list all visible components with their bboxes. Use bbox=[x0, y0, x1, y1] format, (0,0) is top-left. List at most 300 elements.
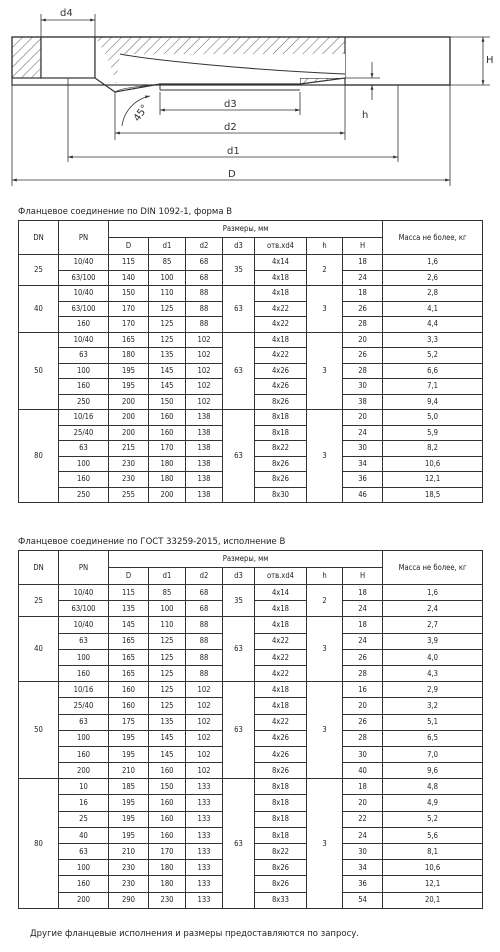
cell-d2: 133 bbox=[186, 795, 223, 811]
cell-pn: 16 bbox=[59, 795, 109, 811]
dim-label-d4: d4 bbox=[60, 8, 73, 19]
cell-H: 18 bbox=[343, 617, 383, 633]
cell-H: 34 bbox=[343, 456, 383, 472]
cell-d1: 125 bbox=[149, 682, 186, 698]
cell-pn: 160 bbox=[59, 317, 109, 333]
cell-d1: 145 bbox=[149, 746, 186, 762]
cell-dn: 40 bbox=[19, 617, 59, 682]
cell-holes: 8х26 bbox=[255, 394, 307, 410]
cell-d2: 68 bbox=[186, 585, 223, 601]
cell-d2: 88 bbox=[186, 649, 223, 665]
cell-holes: 4х18 bbox=[255, 270, 307, 286]
cell-dn: 80 bbox=[19, 779, 59, 909]
header-D: D bbox=[109, 238, 149, 255]
cell-d1: 135 bbox=[149, 714, 186, 730]
cell-d3: 63 bbox=[223, 779, 255, 909]
cell-d2: 133 bbox=[186, 844, 223, 860]
cell-d2: 138 bbox=[186, 410, 223, 426]
cell-d1: 160 bbox=[149, 795, 186, 811]
cell-holes: 8х26 bbox=[255, 876, 307, 892]
header-d3: d3 bbox=[223, 238, 255, 255]
cell-d2: 102 bbox=[186, 394, 223, 410]
cell-D: 255 bbox=[109, 487, 149, 503]
header-mass: Масса не более, кг bbox=[383, 221, 483, 255]
cell-H: 28 bbox=[343, 730, 383, 746]
header-pn: PN bbox=[59, 551, 109, 585]
cell-D: 290 bbox=[109, 892, 149, 908]
cell-pn: 100 bbox=[59, 456, 109, 472]
cell-H: 26 bbox=[343, 714, 383, 730]
cell-pn: 10/16 bbox=[59, 682, 109, 698]
cell-mass: 3,2 bbox=[383, 698, 483, 714]
cell-mass: 10,6 bbox=[383, 456, 483, 472]
cell-mass: 2,7 bbox=[383, 617, 483, 633]
cell-mass: 2,9 bbox=[383, 682, 483, 698]
cell-d2: 102 bbox=[186, 363, 223, 379]
cell-mass: 1,6 bbox=[383, 255, 483, 271]
cell-holes: 8х18 bbox=[255, 811, 307, 827]
cell-H: 30 bbox=[343, 379, 383, 395]
cell-holes: 8х26 bbox=[255, 472, 307, 488]
cell-d1: 170 bbox=[149, 441, 186, 457]
table-row bbox=[19, 682, 483, 698]
cell-pn: 100 bbox=[59, 860, 109, 876]
cell-pn: 63 bbox=[59, 441, 109, 457]
dim-label-H: H bbox=[486, 55, 494, 66]
cell-d1: 110 bbox=[149, 617, 186, 633]
cell-mass: 2,8 bbox=[383, 286, 483, 302]
cell-h: 3 bbox=[307, 410, 343, 503]
cell-d1: 145 bbox=[149, 379, 186, 395]
cell-D: 200 bbox=[109, 410, 149, 426]
cell-d2: 138 bbox=[186, 472, 223, 488]
cell-H: 28 bbox=[343, 317, 383, 333]
cell-D: 165 bbox=[109, 332, 149, 348]
flange-drawing bbox=[0, 0, 500, 200]
cell-d1: 125 bbox=[149, 698, 186, 714]
cell-d1: 150 bbox=[149, 779, 186, 795]
dim-label-D: D bbox=[228, 169, 236, 180]
cell-holes: 4х18 bbox=[255, 682, 307, 698]
cell-H: 18 bbox=[343, 779, 383, 795]
cell-pn: 10/40 bbox=[59, 332, 109, 348]
cell-D: 195 bbox=[109, 730, 149, 746]
cell-holes: 4х22 bbox=[255, 348, 307, 364]
cell-H: 24 bbox=[343, 270, 383, 286]
cell-dn: 50 bbox=[19, 332, 59, 410]
cell-pn: 10/40 bbox=[59, 617, 109, 633]
cell-holes: 8х26 bbox=[255, 860, 307, 876]
cell-D: 165 bbox=[109, 649, 149, 665]
cell-d1: 125 bbox=[149, 317, 186, 333]
cell-mass: 5,0 bbox=[383, 410, 483, 426]
cell-d2: 138 bbox=[186, 441, 223, 457]
cell-mass: 4,3 bbox=[383, 665, 483, 681]
cell-d2: 102 bbox=[186, 763, 223, 779]
cell-d2: 102 bbox=[186, 332, 223, 348]
header-H: H bbox=[343, 238, 383, 255]
cell-pn: 200 bbox=[59, 763, 109, 779]
cell-holes: 8х26 bbox=[255, 456, 307, 472]
cell-mass: 3,3 bbox=[383, 332, 483, 348]
header-d2: d2 bbox=[186, 238, 223, 255]
cell-H: 34 bbox=[343, 860, 383, 876]
cell-mass: 5,2 bbox=[383, 348, 483, 364]
cell-holes: 4х22 bbox=[255, 714, 307, 730]
cell-H: 18 bbox=[343, 286, 383, 302]
cell-pn: 10 bbox=[59, 779, 109, 795]
cell-d1: 110 bbox=[149, 286, 186, 302]
cell-H: 20 bbox=[343, 795, 383, 811]
cell-mass: 12,1 bbox=[383, 472, 483, 488]
cell-D: 230 bbox=[109, 860, 149, 876]
cell-pn: 63/100 bbox=[59, 270, 109, 286]
header-holes: отв.хd4 bbox=[255, 568, 307, 585]
cell-H: 20 bbox=[343, 698, 383, 714]
cell-d2: 88 bbox=[186, 665, 223, 681]
cell-D: 195 bbox=[109, 379, 149, 395]
cell-mass: 8,2 bbox=[383, 441, 483, 457]
table2-title: Фланцевое соединение по ГОСТ 33259-2015, исполнение В bbox=[18, 537, 286, 547]
cell-d2: 138 bbox=[186, 425, 223, 441]
cell-D: 200 bbox=[109, 394, 149, 410]
cell-holes: 8х18 bbox=[255, 827, 307, 843]
cell-D: 195 bbox=[109, 827, 149, 843]
cell-D: 180 bbox=[109, 348, 149, 364]
cell-d1: 180 bbox=[149, 456, 186, 472]
cell-d1: 160 bbox=[149, 410, 186, 426]
cell-pn: 63 bbox=[59, 844, 109, 860]
cell-d1: 125 bbox=[149, 332, 186, 348]
cell-d1: 150 bbox=[149, 394, 186, 410]
cell-holes: 8х26 bbox=[255, 763, 307, 779]
cell-H: 16 bbox=[343, 682, 383, 698]
cell-D: 210 bbox=[109, 844, 149, 860]
cell-d1: 125 bbox=[149, 301, 186, 317]
cell-H: 22 bbox=[343, 811, 383, 827]
cell-pn: 63 bbox=[59, 633, 109, 649]
cell-d1: 160 bbox=[149, 811, 186, 827]
cell-holes: 8х18 bbox=[255, 410, 307, 426]
footnote: Другие фланцевые исполнения и размеры предоставляются по запросу. bbox=[30, 929, 359, 939]
cell-D: 115 bbox=[109, 255, 149, 271]
cell-d2: 133 bbox=[186, 811, 223, 827]
cell-D: 230 bbox=[109, 456, 149, 472]
cell-mass: 4,1 bbox=[383, 301, 483, 317]
cell-pn: 160 bbox=[59, 746, 109, 762]
cell-H: 26 bbox=[343, 301, 383, 317]
cell-mass: 9,6 bbox=[383, 763, 483, 779]
header-d2: d2 bbox=[186, 568, 223, 585]
cell-d1: 160 bbox=[149, 763, 186, 779]
cell-h: 3 bbox=[307, 682, 343, 779]
cell-holes: 8х18 bbox=[255, 795, 307, 811]
table-row bbox=[19, 410, 483, 426]
cell-d2: 133 bbox=[186, 860, 223, 876]
cell-H: 24 bbox=[343, 633, 383, 649]
cell-H: 20 bbox=[343, 410, 383, 426]
cell-H: 40 bbox=[343, 763, 383, 779]
cell-d1: 180 bbox=[149, 472, 186, 488]
cell-d2: 88 bbox=[186, 286, 223, 302]
cell-D: 135 bbox=[109, 601, 149, 617]
cell-pn: 100 bbox=[59, 649, 109, 665]
cell-mass: 6,5 bbox=[383, 730, 483, 746]
cell-holes: 4х18 bbox=[255, 601, 307, 617]
cell-h: 2 bbox=[307, 255, 343, 286]
cell-holes: 4х22 bbox=[255, 665, 307, 681]
cell-D: 165 bbox=[109, 665, 149, 681]
cell-mass: 2,6 bbox=[383, 270, 483, 286]
cell-d2: 102 bbox=[186, 348, 223, 364]
cell-h: 3 bbox=[307, 617, 343, 682]
cell-mass: 9,4 bbox=[383, 394, 483, 410]
table-row bbox=[19, 779, 483, 795]
cell-pn: 25/40 bbox=[59, 425, 109, 441]
cell-H: 30 bbox=[343, 441, 383, 457]
cell-pn: 10/16 bbox=[59, 410, 109, 426]
cell-d1: 85 bbox=[149, 585, 186, 601]
cell-d2: 138 bbox=[186, 456, 223, 472]
cell-d2: 138 bbox=[186, 487, 223, 503]
cell-h: 3 bbox=[307, 332, 343, 410]
cell-d2: 133 bbox=[186, 827, 223, 843]
dim-label-d3: d3 bbox=[224, 99, 237, 110]
cell-H: 36 bbox=[343, 472, 383, 488]
cell-mass: 1,6 bbox=[383, 585, 483, 601]
cell-pn: 63/100 bbox=[59, 301, 109, 317]
cell-holes: 4х22 bbox=[255, 633, 307, 649]
cell-mass: 7,1 bbox=[383, 379, 483, 395]
cell-H: 24 bbox=[343, 601, 383, 617]
cell-d1: 170 bbox=[149, 844, 186, 860]
cell-holes: 4х22 bbox=[255, 301, 307, 317]
cell-pn: 10/40 bbox=[59, 255, 109, 271]
cell-H: 18 bbox=[343, 255, 383, 271]
cell-d1: 85 bbox=[149, 255, 186, 271]
cell-d1: 180 bbox=[149, 876, 186, 892]
cell-pn: 63 bbox=[59, 348, 109, 364]
cell-d1: 100 bbox=[149, 601, 186, 617]
cell-d2: 102 bbox=[186, 714, 223, 730]
cell-d1: 125 bbox=[149, 665, 186, 681]
cell-H: 20 bbox=[343, 332, 383, 348]
cell-d2: 102 bbox=[186, 730, 223, 746]
cell-mass: 18,5 bbox=[383, 487, 483, 503]
cell-H: 30 bbox=[343, 746, 383, 762]
header-h: h bbox=[307, 238, 343, 255]
cell-mass: 20,1 bbox=[383, 892, 483, 908]
table-row bbox=[19, 585, 483, 601]
cell-h: 2 bbox=[307, 585, 343, 617]
cell-holes: 8х30 bbox=[255, 487, 307, 503]
cell-holes: 4х14 bbox=[255, 585, 307, 601]
cell-holes: 4х18 bbox=[255, 617, 307, 633]
cell-d2: 133 bbox=[186, 892, 223, 908]
cell-pn: 160 bbox=[59, 876, 109, 892]
header-h: h bbox=[307, 568, 343, 585]
cell-mass: 6,6 bbox=[383, 363, 483, 379]
header-mass: Масса не более, кг bbox=[383, 551, 483, 585]
cell-D: 230 bbox=[109, 472, 149, 488]
header-pn: PN bbox=[59, 221, 109, 255]
cell-d2: 133 bbox=[186, 876, 223, 892]
cell-d2: 68 bbox=[186, 255, 223, 271]
cell-d1: 160 bbox=[149, 425, 186, 441]
header-D: D bbox=[109, 568, 149, 585]
cell-pn: 250 bbox=[59, 394, 109, 410]
cell-pn: 40 bbox=[59, 827, 109, 843]
cell-d1: 125 bbox=[149, 649, 186, 665]
cell-pn: 200 bbox=[59, 892, 109, 908]
cell-d1: 180 bbox=[149, 860, 186, 876]
cell-D: 170 bbox=[109, 301, 149, 317]
cell-holes: 8х22 bbox=[255, 844, 307, 860]
cell-pn: 250 bbox=[59, 487, 109, 503]
cell-d3: 63 bbox=[223, 286, 255, 333]
cell-D: 115 bbox=[109, 585, 149, 601]
cell-pn: 25 bbox=[59, 811, 109, 827]
cell-holes: 4х14 bbox=[255, 255, 307, 271]
table-row bbox=[19, 332, 483, 348]
cell-d2: 102 bbox=[186, 682, 223, 698]
cell-dn: 25 bbox=[19, 585, 59, 617]
cell-holes: 4х22 bbox=[255, 317, 307, 333]
cell-d2: 88 bbox=[186, 633, 223, 649]
cell-D: 140 bbox=[109, 270, 149, 286]
flange-section bbox=[12, 37, 450, 92]
cell-d1: 100 bbox=[149, 270, 186, 286]
cell-d1: 160 bbox=[149, 827, 186, 843]
cell-mass: 4,4 bbox=[383, 317, 483, 333]
cell-holes: 8х18 bbox=[255, 425, 307, 441]
cell-d2: 88 bbox=[186, 317, 223, 333]
cell-D: 185 bbox=[109, 779, 149, 795]
cell-d3: 63 bbox=[223, 617, 255, 682]
cell-mass: 4,9 bbox=[383, 795, 483, 811]
cell-mass: 4,8 bbox=[383, 779, 483, 795]
cell-pn: 100 bbox=[59, 730, 109, 746]
cell-pn: 63 bbox=[59, 714, 109, 730]
cell-pn: 10/40 bbox=[59, 286, 109, 302]
cell-holes: 4х26 bbox=[255, 363, 307, 379]
cell-d2: 133 bbox=[186, 779, 223, 795]
cell-D: 200 bbox=[109, 425, 149, 441]
cell-H: 26 bbox=[343, 649, 383, 665]
cell-H: 18 bbox=[343, 585, 383, 601]
cell-mass: 5,1 bbox=[383, 714, 483, 730]
cell-d2: 68 bbox=[186, 270, 223, 286]
cell-d2: 68 bbox=[186, 601, 223, 617]
cell-d3: 35 bbox=[223, 585, 255, 617]
cell-holes: 4х26 bbox=[255, 730, 307, 746]
cell-d2: 102 bbox=[186, 698, 223, 714]
cell-holes: 4х18 bbox=[255, 332, 307, 348]
cell-dn: 25 bbox=[19, 255, 59, 286]
cell-D: 210 bbox=[109, 763, 149, 779]
cell-d3: 35 bbox=[223, 255, 255, 286]
header-dimensions: Размеры, мм bbox=[109, 551, 383, 568]
dim-label-angle: 45° bbox=[131, 102, 151, 124]
header-d1: d1 bbox=[149, 238, 186, 255]
cell-pn: 160 bbox=[59, 665, 109, 681]
cell-mass: 3,9 bbox=[383, 633, 483, 649]
cell-D: 160 bbox=[109, 682, 149, 698]
cell-D: 195 bbox=[109, 746, 149, 762]
cell-holes: 4х18 bbox=[255, 698, 307, 714]
header-dn: DN bbox=[19, 551, 59, 585]
table1-title: Фланцевое соединение по DIN 1092-1, форма В bbox=[18, 207, 233, 217]
header-d3: d3 bbox=[223, 568, 255, 585]
cell-mass: 8,1 bbox=[383, 844, 483, 860]
table-row bbox=[19, 255, 483, 271]
cell-D: 195 bbox=[109, 795, 149, 811]
cell-H: 28 bbox=[343, 363, 383, 379]
cell-d3: 63 bbox=[223, 332, 255, 410]
cell-holes: 8х33 bbox=[255, 892, 307, 908]
cell-d1: 135 bbox=[149, 348, 186, 364]
cell-holes: 8х18 bbox=[255, 779, 307, 795]
cell-pn: 10/40 bbox=[59, 585, 109, 601]
cell-holes: 4х18 bbox=[255, 286, 307, 302]
header-holes: отв.хd4 bbox=[255, 238, 307, 255]
cell-H: 36 bbox=[343, 876, 383, 892]
header-d1: d1 bbox=[149, 568, 186, 585]
cell-holes: 4х26 bbox=[255, 746, 307, 762]
dim-label-h: h bbox=[362, 110, 369, 121]
table-row bbox=[19, 286, 483, 302]
cell-holes: 8х22 bbox=[255, 441, 307, 457]
cell-d1: 145 bbox=[149, 363, 186, 379]
cell-mass: 5,9 bbox=[383, 425, 483, 441]
cell-d3: 63 bbox=[223, 682, 255, 779]
header-dn: DN bbox=[19, 221, 59, 255]
cell-d1: 230 bbox=[149, 892, 186, 908]
cell-H: 28 bbox=[343, 665, 383, 681]
table1 bbox=[18, 220, 483, 503]
dim-label-d1: d1 bbox=[227, 146, 240, 157]
cell-d2: 88 bbox=[186, 617, 223, 633]
cell-H: 24 bbox=[343, 425, 383, 441]
cell-d1: 145 bbox=[149, 730, 186, 746]
dim-label-d2: d2 bbox=[224, 122, 237, 133]
cell-d3: 63 bbox=[223, 410, 255, 503]
cell-d2: 88 bbox=[186, 301, 223, 317]
cell-D: 195 bbox=[109, 363, 149, 379]
cell-mass: 2,4 bbox=[383, 601, 483, 617]
header-dimensions: Размеры, мм bbox=[109, 221, 383, 238]
header-row bbox=[19, 551, 483, 568]
cell-H: 30 bbox=[343, 844, 383, 860]
cell-pn: 160 bbox=[59, 379, 109, 395]
header-row bbox=[19, 221, 483, 238]
cell-d1: 125 bbox=[149, 633, 186, 649]
cell-H: 38 bbox=[343, 394, 383, 410]
cell-pn: 63/100 bbox=[59, 601, 109, 617]
cell-mass: 5,2 bbox=[383, 811, 483, 827]
cell-h: 3 bbox=[307, 286, 343, 333]
cell-holes: 4х22 bbox=[255, 649, 307, 665]
cell-dn: 50 bbox=[19, 682, 59, 779]
cell-holes: 4х26 bbox=[255, 379, 307, 395]
cell-H: 46 bbox=[343, 487, 383, 503]
cell-D: 150 bbox=[109, 286, 149, 302]
cell-D: 175 bbox=[109, 714, 149, 730]
cell-mass: 10,6 bbox=[383, 860, 483, 876]
cell-D: 170 bbox=[109, 317, 149, 333]
cell-D: 195 bbox=[109, 811, 149, 827]
header-H: H bbox=[343, 568, 383, 585]
